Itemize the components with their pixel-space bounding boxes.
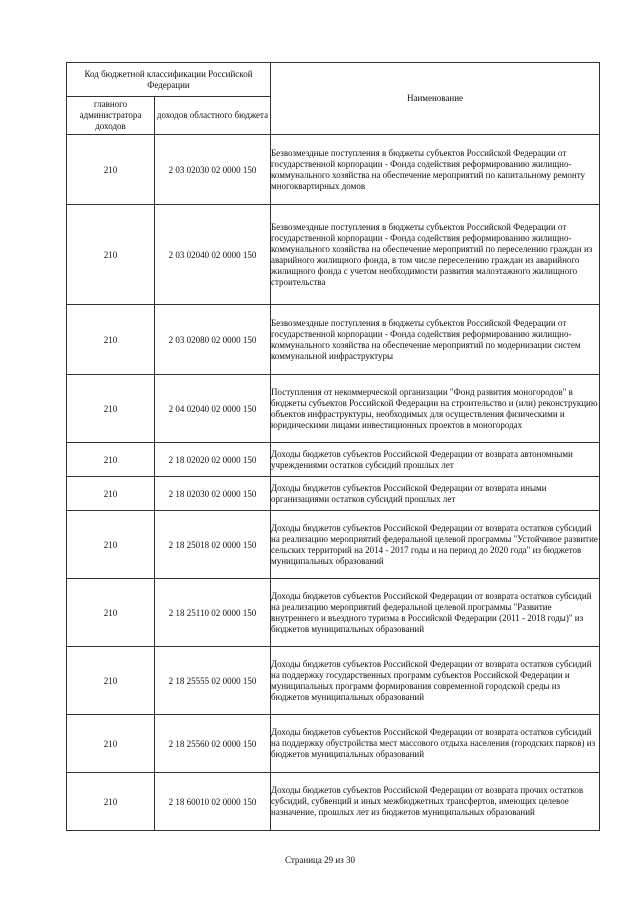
income-code-cell: 2 18 25560 02 0000 150	[155, 715, 271, 773]
income-code-cell: 2 04 02040 02 0000 150	[155, 375, 271, 443]
income-name-cell: Доходы бюджетов субъектов Российской Федерации от возврата прочих остатков субсидий, субвенций и иных межбюджетных трансфертов, имеющих целевое назначение, прошлых лет из бюджетов муниципальных образований	[271, 773, 600, 831]
admin-code-cell: 210	[67, 773, 155, 831]
header-name: Наименование	[271, 63, 600, 135]
income-name-cell: Безвозмездные поступления в бюджеты субъектов Российской Федерации от государственной корпорации - Фонда содействия реформированию жилищно-коммунального хозяйства на обеспечение мероприятий по капитальному ремонту многоквартирных домов	[271, 135, 600, 205]
budget-classification-table	[66, 62, 600, 831]
income-code-cell: 2 18 25018 02 0000 150	[155, 511, 271, 579]
income-code-cell: 2 03 02080 02 0000 150	[155, 305, 271, 375]
table-row	[67, 305, 600, 375]
income-name-cell: Доходы бюджетов субъектов Российской Федерации от возврата остатков субсидий на поддержку государственных программ субъектов Российской Федерации и муниципальных программ формирования современной городской среды из бюджетов муниципальных образований	[271, 647, 600, 715]
admin-code-cell: 210	[67, 511, 155, 579]
income-code-cell: 2 18 02030 02 0000 150	[155, 477, 271, 511]
admin-code-cell: 210	[67, 205, 155, 305]
admin-code-cell: 210	[67, 305, 155, 375]
table-row	[67, 647, 600, 715]
income-name-cell: Доходы бюджетов субъектов Российской Федерации от возврата остатков субсидий на поддержку обустройства мест массового отдыха населения (городских парков) из бюджетов муниципальных образований	[271, 715, 600, 773]
page-number: Страница 29 из 30	[285, 855, 355, 865]
income-name-cell: Доходы бюджетов субъектов Российской Федерации от возврата остатков субсидий на реализацию мероприятий федеральной целевой программы "Развитие внутреннего и въездного туризма в Российской Федерации (2011 - 2018 годы)" из бюджетов муниципальных образований	[271, 579, 600, 647]
admin-code-cell: 210	[67, 443, 155, 477]
admin-code-cell: 210	[67, 375, 155, 443]
income-name-cell: Доходы бюджетов субъектов Российской Федерации от возврата остатков субсидий на реализацию мероприятий федеральной целевой программы "Устойчивое развитие сельских территорий на 2014 - 2017 годы и на период до 2020 года" из бюджетов муниципальных образований	[271, 511, 600, 579]
table-row	[67, 375, 600, 443]
income-code-cell: 2 18 02020 02 0000 150	[155, 443, 271, 477]
income-code-cell: 2 18 60010 02 0000 150	[155, 773, 271, 831]
income-code-cell: 2 03 02040 02 0000 150	[155, 205, 271, 305]
admin-code-cell: 210	[67, 579, 155, 647]
admin-code-cell: 210	[67, 715, 155, 773]
admin-code-cell: 210	[67, 477, 155, 511]
income-code-cell: 2 03 02030 02 0000 150	[155, 135, 271, 205]
income-name-cell: Безвозмездные поступления в бюджеты субъектов Российской Федерации от государственной корпорации - Фонда содействия реформированию жилищно-коммунального хозяйства на обеспечение мероприятий по переселению граждан из аварийного жилищного фонда, в том числе переселению граждан из аварийного жилищного фонда с учетом необходимости развития малоэтажного жилищного строительства	[271, 205, 600, 305]
table-row	[67, 135, 600, 205]
admin-code-cell: 210	[67, 135, 155, 205]
income-name-cell: Доходы бюджетов субъектов Российской Федерации от возврата автономными учреждениями остатков субсидий прошлых лет	[271, 443, 600, 477]
income-code-cell: 2 18 25555 02 0000 150	[155, 647, 271, 715]
table-row	[67, 443, 600, 477]
header-classification-code: Код бюджетной классификации Российской Федерации	[67, 63, 271, 97]
income-name-cell: Поступления от некоммерческой организации "Фонд развития моногородов" в бюджеты субъектов Российской Федерации на строительство и (или) реконструкцию объектов инфраструктуры, необходимых для осуществления физическими и юридическими лицами инвестиционных проектов в моногородах	[271, 375, 600, 443]
table-row	[67, 477, 600, 511]
table-row	[67, 773, 600, 831]
header-row-group	[67, 63, 600, 97]
admin-code-cell: 210	[67, 647, 155, 715]
income-name-cell: Доходы бюджетов субъектов Российской Федерации от возврата иными организациями остатков субсидий прошлых лет	[271, 477, 600, 511]
header-income: доходов областного бюджета	[155, 97, 271, 135]
income-name-cell: Безвозмездные поступления в бюджеты субъектов Российской Федерации от государственной корпорации - Фонда содействия реформированию жилищно-коммунального хозяйства на обеспечение мероприятий по модернизации систем коммунальной инфраструктуры	[271, 305, 600, 375]
table-row	[67, 579, 600, 647]
income-code-cell: 2 18 25110 02 0000 150	[155, 579, 271, 647]
table-row	[67, 205, 600, 305]
table-row	[67, 511, 600, 579]
header-admin: главного администратора доходов	[67, 97, 155, 135]
table-row	[67, 715, 600, 773]
